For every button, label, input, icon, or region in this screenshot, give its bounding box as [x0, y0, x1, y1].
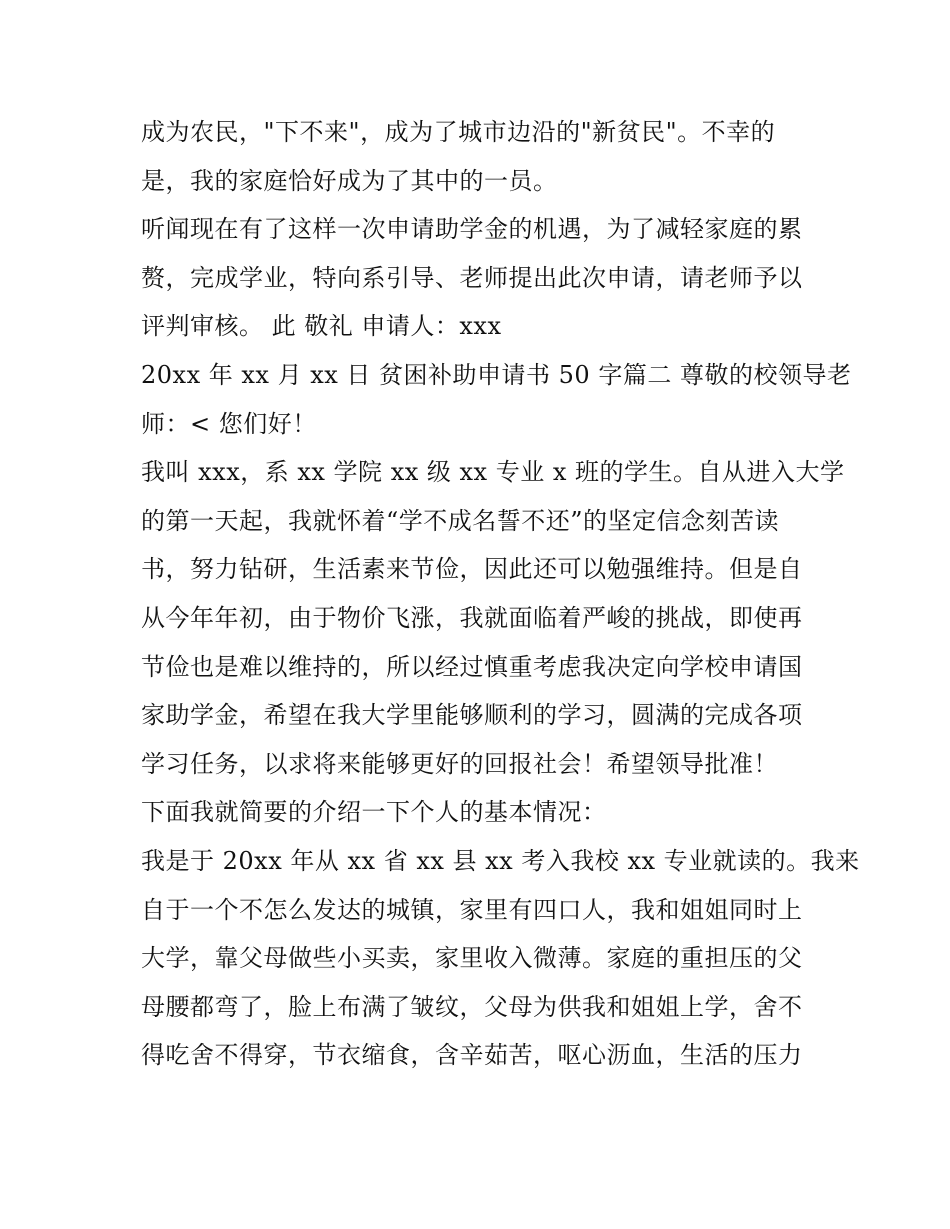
- text-line: 听闻现在有了这样一次申请助学金的机遇，为了减轻家庭的累: [141, 215, 803, 244]
- text-line: 从今年年初，由于物价飞涨，我就面临着严峻的挑战，即使再: [141, 603, 803, 632]
- text-line: 节俭也是难以维持的，所以经过慎重考虑我决定向学校申请国: [141, 652, 803, 681]
- text-line: 是，我的家庭恰好成为了其中的一员。: [141, 166, 558, 195]
- text-line: 师：< 您们好！: [141, 409, 317, 438]
- text-line: 我是于 20xx 年从 xx 省 xx 县 xx 考入我校 xx 专业就读的。我来: [141, 846, 860, 875]
- text-line: 下面我就简要的介绍一下个人的基本情况：: [141, 798, 607, 827]
- text-line: 成为农民，"下不来"，成为了城市边沿的"新贫民"。不幸的: [141, 118, 776, 146]
- text-line: 大学，靠父母做些小买卖，家里收入微薄。家庭的重担压的父: [141, 944, 803, 973]
- text-line: 书，努力钻研，生活素来节俭，因此还可以勉强维持。但是自: [141, 555, 803, 584]
- text-line: 我叫 xxx，系 xx 学院 xx 级 xx 专业 x 班的学生。自从进入大学: [141, 458, 845, 487]
- text-line: 赘，完成学业，特向系引导、老师提出此次申请，请老师予以: [141, 263, 803, 292]
- text-line: 得吃舍不得穿，节衣缩食，含辛茹苦，呕心沥血，生活的压力: [141, 1041, 803, 1070]
- document-body: [141, 108, 860, 1080]
- text-line: 学习任务，以求将来能够更好的回报社会！希望领导批准！: [141, 749, 778, 778]
- text-line: 20xx 年 xx 月 xx 日 贫困补助申请书 50 字篇二 尊敬的校领导老: [141, 360, 852, 389]
- text-line: 的第一天起，我就怀着“学不成名誓不还”的坚定信念刻苦读: [141, 506, 780, 535]
- text-line: 评判审核。 此 敬礼 申请人：xxx: [141, 312, 502, 341]
- text-line: 自于一个不怎么发达的城镇，家里有四口人，我和姐姐同时上: [141, 895, 803, 924]
- text-line: 母腰都弯了，脸上布满了皱纹，父母为供我和姐姐上学，舍不: [141, 992, 803, 1021]
- text-line: 家助学金，希望在我大学里能够顺利的学习，圆满的完成各项: [141, 701, 803, 730]
